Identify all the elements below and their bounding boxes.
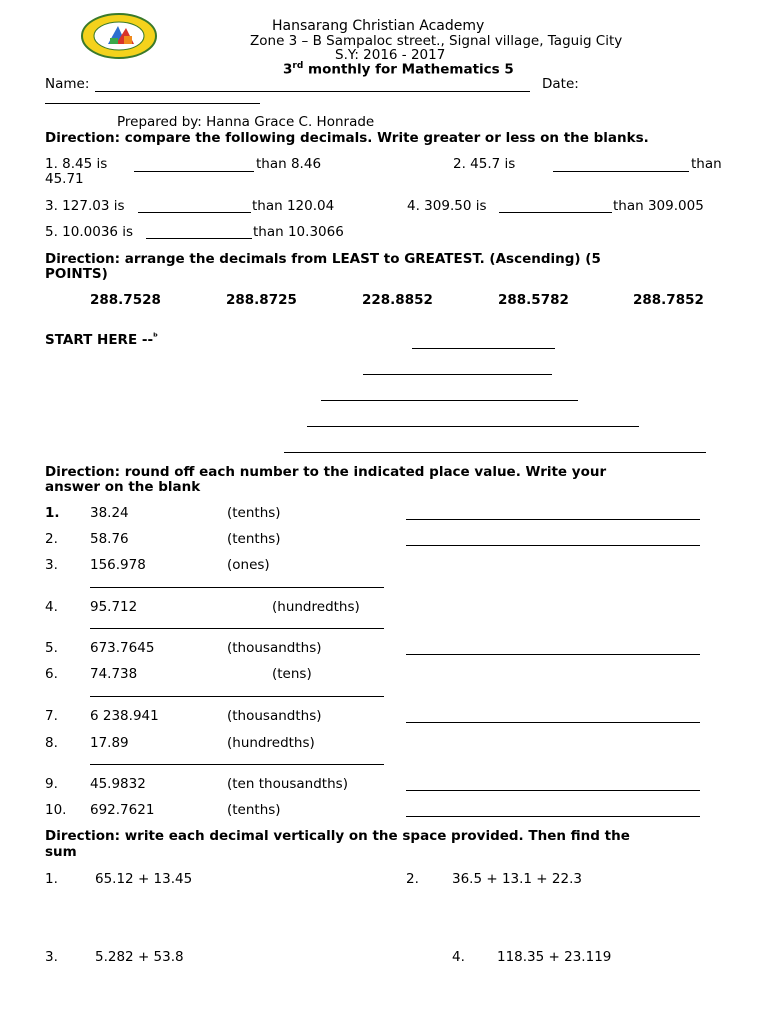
compare-item-3-blank[interactable] [138,212,251,213]
round-item-5-place: (thousandths) [227,640,322,656]
prepared-by: Prepared by: Hanna Grace C. Honrade [117,114,375,130]
round-item-1-num: 1. [45,505,60,521]
arrange-number-1: 288.7528 [90,292,161,308]
round-item-5-value: 673.7645 [90,640,155,656]
round-item-9-num: 9. [45,776,58,792]
compare-item-5-blank[interactable] [146,238,252,239]
compare-item-5-right: than 10.3066 [253,224,344,240]
compare-item-4-blank[interactable] [499,212,612,213]
compare-item-2-blank[interactable] [553,171,689,172]
sum-item-3-expr: 5.282 + 53.8 [95,949,184,965]
compare-item-2-right: than [691,156,722,172]
arrange-blank-1[interactable] [412,348,555,349]
round-item-6-place: (tens) [272,666,312,682]
compare-item-5-left: 5. 10.0036 is [45,224,134,240]
round-item-7-num: 7. [45,708,58,724]
round-item-2-value: 58.76 [90,531,129,547]
arrange-blank-2[interactable] [363,374,552,375]
school-year: S.Y: 2016 - 2017 [335,47,446,63]
round-item-8-place: (hundredths) [227,735,315,751]
round-item-5-blank[interactable] [406,654,700,655]
date-field[interactable] [45,103,260,104]
name-field[interactable] [95,91,530,92]
round-item-1-value: 38.24 [90,505,129,521]
round-item-8-num: 8. [45,735,58,751]
round-item-3-blank[interactable] [90,587,384,588]
round-item-9-value: 45.9832 [90,776,146,792]
arrange-number-5: 288.7852 [633,292,704,308]
exam-ordinal: 3 [283,61,293,78]
arrange-number-4: 288.5782 [498,292,569,308]
compare-direction: Direction: compare the following decimals. Write greater or less on the blanks. [45,130,649,146]
sum-item-3-num: 3. [45,949,58,965]
compare-item-2-wrap: 45.71 [45,171,84,187]
start-here-label [45,332,158,348]
school-name: Hansarang Christian Academy [272,18,485,34]
school-address: Zone 3 – B Sampaloc street., Signal village, Taguig City [250,33,623,49]
compare-item-2-left: 2. 45.7 is [453,156,516,172]
exam-title-text: monthly for Mathematics 5 [303,61,514,78]
exam-ordinal-suffix: rd [292,61,304,71]
compare-item-3-left: 3. 127.03 is [45,198,125,214]
round-item-3-num: 3. [45,557,58,573]
round-item-10-num: 10. [45,802,67,818]
start-arrow: ᵇ [153,332,158,343]
round-item-9-place: (ten thousandths) [227,776,348,792]
round-item-10-place: (tenths) [227,802,281,818]
round-item-6-blank[interactable] [90,696,384,697]
sum-item-2-expr: 36.5 + 13.1 + 22.3 [452,871,582,887]
round-item-8-blank[interactable] [90,764,384,765]
round-item-4-num: 4. [45,599,58,615]
round-item-7-value: 6 238.941 [90,708,159,724]
sum-item-1-expr: 65.12 + 13.45 [95,871,193,887]
round-item-7-blank[interactable] [406,722,700,723]
round-item-4-blank[interactable] [90,628,384,629]
round-item-5-num: 5. [45,640,58,656]
arrange-direction-cont: POINTS) [45,266,108,282]
compare-item-4-right: than 309.005 [613,198,704,214]
arrange-blank-4[interactable] [307,426,639,427]
round-item-1-blank[interactable] [406,519,700,520]
round-item-10-value: 692.7621 [90,802,155,818]
start-here-text: START HERE -- [45,332,154,348]
compare-item-3-right: than 120.04 [252,198,335,214]
compare-item-1-right: than 8.46 [256,156,322,172]
round-item-2-place: (tenths) [227,531,281,547]
exam-title [283,61,514,78]
round-item-4-place: (hundredths) [272,599,360,615]
round-item-6-num: 6. [45,666,58,682]
school-logo [80,12,158,60]
round-direction-cont: answer on the blank [45,479,201,495]
arrange-number-3: 228.8852 [362,292,433,308]
round-item-9-blank[interactable] [406,790,700,791]
round-item-1-place: (tenths) [227,505,281,521]
arrange-number-2: 288.8725 [226,292,297,308]
round-item-3-place: (ones) [227,557,270,573]
date-label: Date: [542,76,579,92]
arrange-blank-5[interactable] [284,452,706,453]
round-item-6-value: 74.738 [90,666,138,682]
sum-direction-cont: sum [45,844,77,860]
round-item-10-blank[interactable] [406,816,700,817]
sum-direction: Direction: write each decimal vertically on the space provided. Then find the [45,828,630,844]
round-item-4-value: 95.712 [90,599,138,615]
round-item-2-num: 2. [45,531,58,547]
round-direction: Direction: round off each number to the indicated place value. Write your [45,464,607,480]
compare-item-4-left: 4. 309.50 is [407,198,487,214]
round-item-8-value: 17.89 [90,735,129,751]
arrange-direction: Direction: arrange the decimals from LEAST to GREATEST. (Ascending) (5 [45,251,601,267]
sum-item-4-num: 4. [452,949,465,965]
sum-item-1-num: 1. [45,871,58,887]
round-item-3-value: 156.978 [90,557,146,573]
sum-item-2-num: 2. [406,871,419,887]
arrange-blank-3[interactable] [321,400,578,401]
compare-item-1-blank[interactable] [134,171,254,172]
sum-item-4-expr: 118.35 + 23.119 [497,949,612,965]
name-label: Name: [45,76,90,92]
round-item-2-blank[interactable] [406,545,700,546]
round-item-7-place: (thousandths) [227,708,322,724]
compare-item-1-left: 1. 8.45 is [45,156,108,172]
